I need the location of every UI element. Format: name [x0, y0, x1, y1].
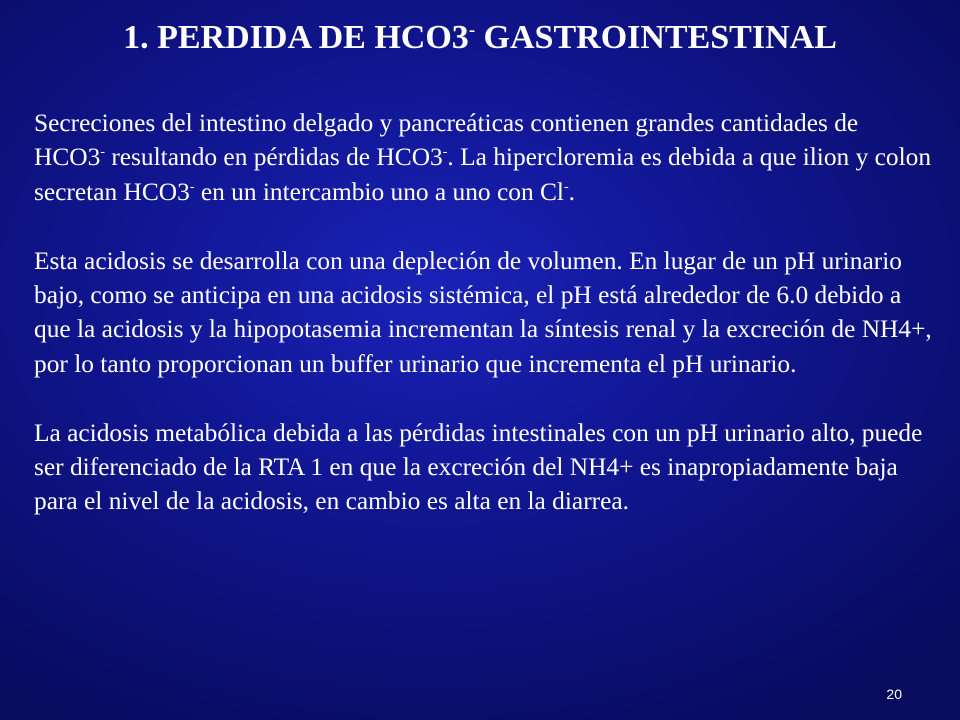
- slide-title-suffix: GASTROINTESTINAL: [475, 19, 837, 56]
- slide-body: [34, 106, 934, 519]
- superscript-minus: -: [189, 179, 195, 195]
- paragraph-1-text: resultando en pérdidas de HCO3: [104, 143, 443, 172]
- slide-title-prefix: 1. PERDIDA DE HCO3: [123, 19, 469, 56]
- paragraph-1-text: Secreciones del intestino delgado y pancreáticas contienen grandes cantidades de HCO3: [34, 109, 859, 172]
- paragraph-3: La acidosis metabólica debida a las pérdidas intestinales con un pH urinario alto, puede ser diferenciado de la RTA 1 en que la excreción del NH4+ es inapropiadamente baja para el nivel de la acidosis, en cambio es alta en la diarrea.: [34, 418, 923, 516]
- paragraph-1: [34, 106, 934, 209]
- paragraph-1-text: . La hipercloremia es debida a que ilion y colon secretan HCO3: [34, 143, 932, 206]
- superscript-minus: -: [442, 144, 448, 160]
- slide-title: [0, 14, 960, 62]
- paragraph-1-text: en un intercambio uno a uno con Cl: [194, 177, 564, 206]
- slide-title-superscript: -: [468, 19, 476, 41]
- superscript-minus: -: [100, 144, 105, 160]
- paragraph-2: Esta acidosis se desarrolla con una depleción de volumen. En lugar de un pH urinario bajo, como se anticipa en una acidosis sistémica, el pH está alrededor de 6.0 debido a que la acidosis y la hipopotasemia incrementan la síntesis renal y la excreción de NH4+, por lo tanto proporcionan un buffer urinario que incrementa el pH urinario.: [34, 246, 932, 378]
- superscript-minus: -: [563, 179, 569, 195]
- slide-number: 20: [886, 686, 902, 702]
- paragraph-1-text: .: [568, 177, 575, 206]
